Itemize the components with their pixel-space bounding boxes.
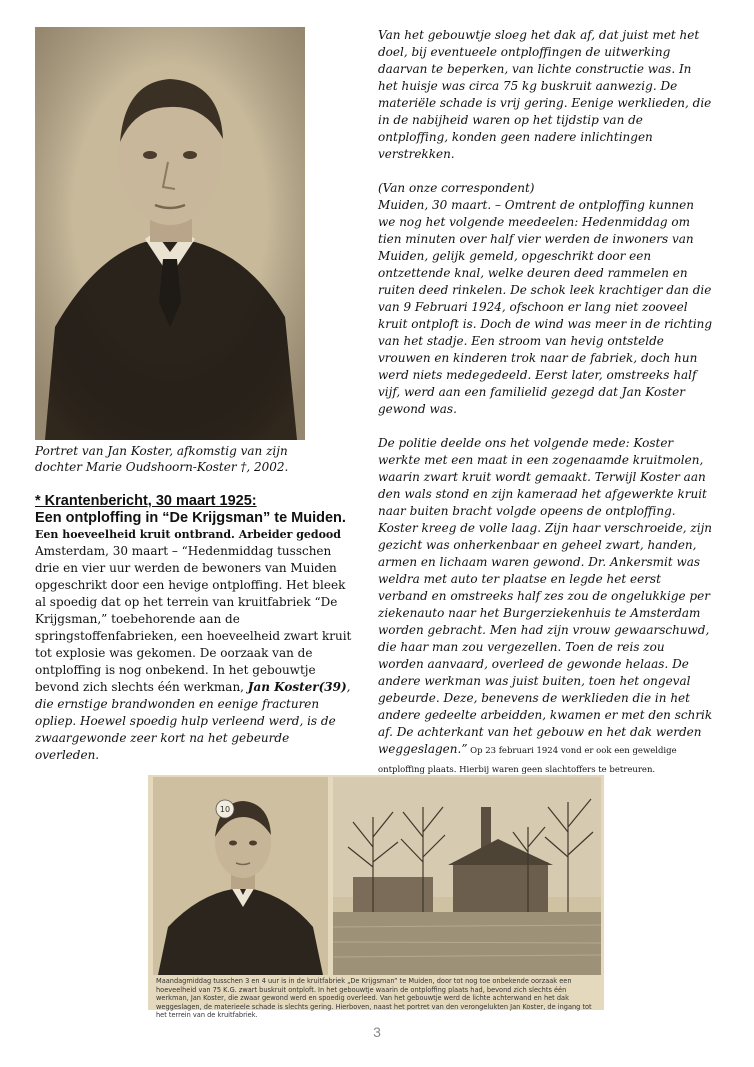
right-paragraph-3-body: De politie deelde ons het volgende mede: Koster werkte met een maat in een zogenaamde kruitmolen, waarin zwart kruit wordt gemaakt. Terwijl Koster aan den wals stond en zijn kameraad het afgewerkte kruit naar buiten bracht volgde opeens de ontploffing. Koster kreeg de volle laag. Zijn haar verschroeide, zijn gezicht was onherkenbaar en geheel zwart, handen, armen en lichaam waren gewond. Dr. Ankersmit was weldra met auto ter plaatse en legde het eerst verband en omstreeks half zes zou de ongelukkige per ziekenauto naar het Burgerziekenhuis te Amsterdam worden gebracht. Men had zijn vrouw gewaarschuwd, die haar man zou vergezellen. Toen de reis zou worden aanvaard, overleed de gewonde helaas. De andere werkman was juist buiten, toen het ongeval gebeurde. Deze, benevens de werklieden die in het andere gedeelte arbeidden, kwamen er met den schrik af. De achterkant van het gebouw en het dak werden weggeslagen.” [378, 436, 713, 756]
article-body-outro: , die ernstige brandwonden en eenige fracturen opliep. Hoewel spoedig hulp verleend werd, is de zwaargewonde zeer kort na het gebeurde overleden. [35, 680, 351, 762]
article-title: Een ontploffing in “De Krijgsman” te Muiden. [35, 510, 346, 526]
portrait-photo [35, 27, 305, 440]
article-heading: * Krantenbericht, 30 maart 1925: [35, 493, 257, 509]
right-paragraph-2-body: Muiden, 30 maart. – Omtrent de ontploffing kunnen we nog het volgende meedeelen: Hedenmiddag om tien minuten over half vier werden de inwoners van Muiden, gelijk gemeld, opgeschrikt door een ontzettende knal, welke deuren deed rammelen en ruiten deed rinkelen. De schok leek krachtiger dan die van 9 Februari 1924, ofschoon er lang niet zooveel kruit ontploft is. Doch de wind was meer in de richting van het stadje. Een stroom van hevig ontstelde vrouwen en kinderen trok naar de fabriek, doch hun werd niets medegedeeld. Eerst later, omstreeks half vijf, werd aan een familielid gezegd dat Jan Koster gewond was. [378, 198, 713, 416]
clipping-factory-photo [333, 777, 601, 975]
right-paragraph-2 [378, 180, 714, 418]
right-paragraph-3 [378, 435, 714, 779]
clipping-portrait-drawing [153, 777, 328, 975]
factory-drawing [333, 777, 601, 975]
newspaper-article [35, 493, 355, 764]
article-body-name: Jan Koster(39) [247, 680, 347, 694]
clipping-portrait-photo [153, 777, 328, 975]
right-column [378, 27, 714, 796]
clipping-caption: Maandagmiddag tusschen 3 en 4 uur is in de kruitfabriek „De Krijgsman” te Muiden, door tot nog toe onbekende oorzaak een hoeveelheid van 75 K.G. zwart buskruit ontploft. In het gebouwtje waarin de ontploffing plaats had, bevond zich slechts één werkman, Jan Koster, die zwaar gewond werd en spoedig overleed. Van het gebouwtje werd de lichte achterwand en het dak weggeslagen, de materieele schade is slechts gering. Hierboven, naast het portret van den verongelukten Jan Koster, de ingang tot het terrein van de kruitfabriek. [156, 977, 592, 1019]
footnote-text: Op 23 februari 1924 vond er ook een geweldige ontploffing plaats. Hierbij waren geen slachtoffers te betreuren. [378, 746, 677, 775]
article-body [35, 543, 355, 764]
number-tag-label: 10 [219, 805, 231, 814]
portrait-caption: Portret van Jan Koster, afkomstig van zijn dochter Marie Oudshoorn-Koster †, 2002. [35, 444, 289, 474]
right-paragraph-1: Van het gebouwtje sloeg het dak af, dat juist met het doel, bij eventueele ontploffingen de uitwerking daarvan te beperken, van lichte constructie was. In het huisje was circa 75 kg buskruit aanwezig. De materiële schade is vrij gering. Eenige werklieden, die in de nabijheid waren op het tijdstip van de ontploffing, konden geen nadere inlichtingen verstrekken. [378, 28, 712, 161]
article-body-intro: Amsterdam, 30 maart – “Hedenmiddag tusschen drie en vier uur werden de bewoners van Muiden opgeschrikt door een hevige ontploffing. Het bleek al spoedig dat op het terrein van kruitfabriek “De Krijgsman,” toebehorende aan de springstoffenfabrieken, een hoeveelheid zwart kruit tot explosie was gekomen. De oorzaak van de ontploffing is nog onbekend. In het gebouwtje bevond zich slechts één werkman, [35, 544, 352, 694]
page-number: 3 [373, 1024, 381, 1040]
article-subtitle: Een hoeveelheid kruit ontbrand. Arbeider gedood [35, 528, 341, 541]
newspaper-clipping [148, 775, 604, 1019]
portrait-drawing [35, 27, 305, 440]
correspondent-line: (Van onze correspondent) [378, 181, 535, 195]
